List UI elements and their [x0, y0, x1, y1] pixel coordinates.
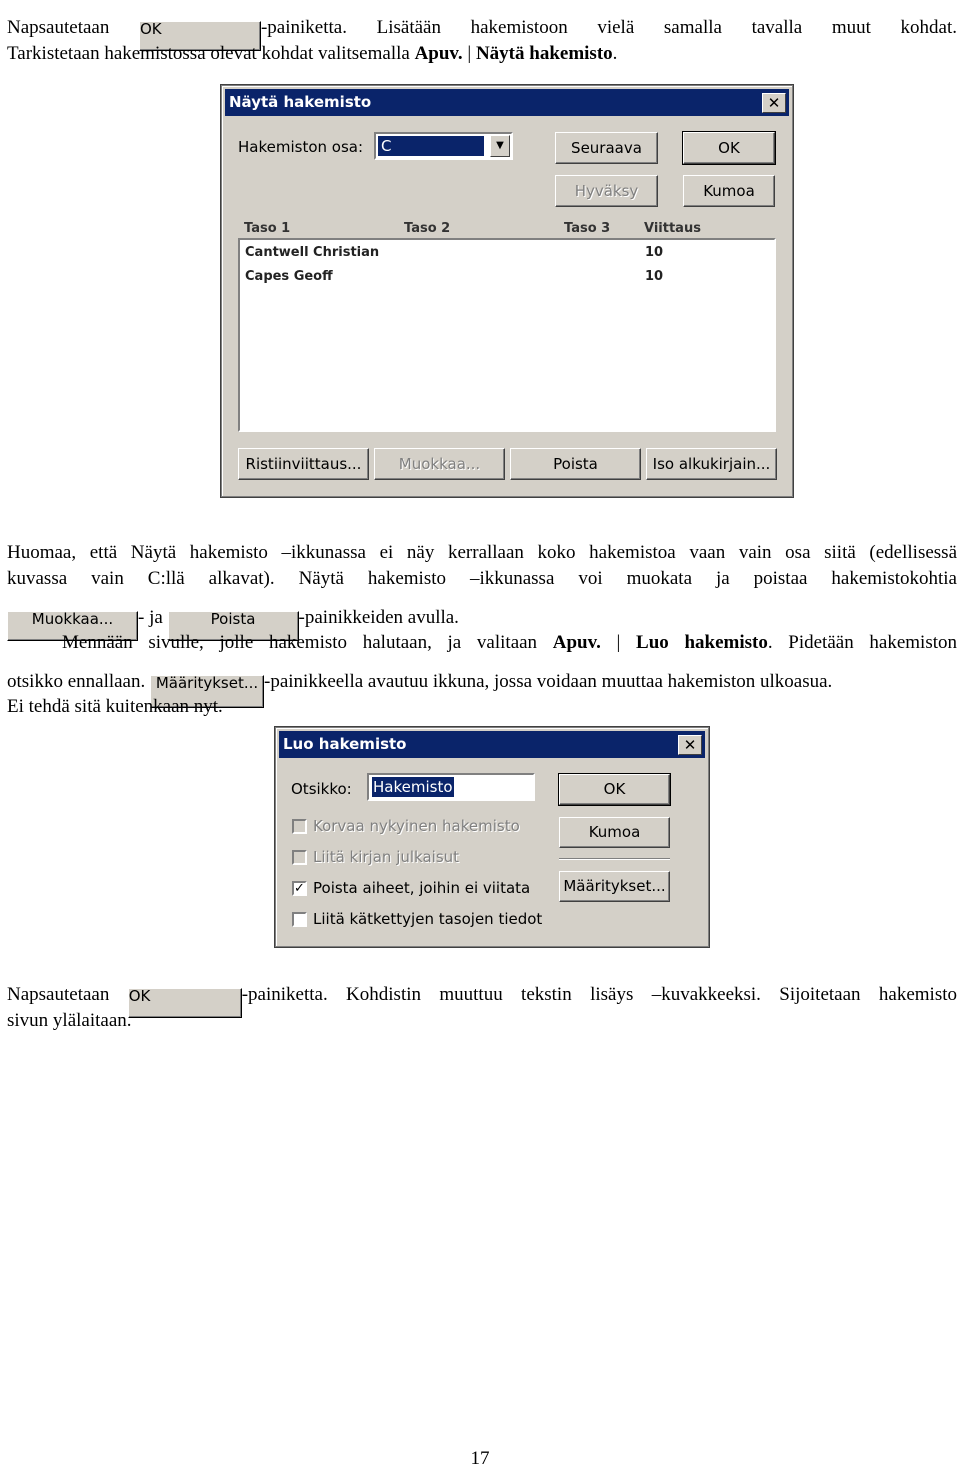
- edit-button[interactable]: Muokkaa...: [374, 448, 505, 480]
- option-label: Korvaa nykyinen hakemisto: [313, 817, 520, 835]
- row-viittaus: 10: [645, 269, 664, 284]
- section-combobox[interactable]: [374, 132, 513, 160]
- menu-apuv: Apuv.: [414, 43, 463, 64]
- text: Napsautetaan: [7, 17, 110, 38]
- page-number: 17: [470, 1448, 490, 1469]
- capitalize-button[interactable]: Iso alkukirjain...: [646, 448, 777, 480]
- close-icon[interactable]: ✕: [762, 93, 786, 113]
- dialog-luo-hakemisto: [275, 727, 709, 947]
- text: -painiketta. Kohdistin muuttuu tekstin lisäys –kuvakkeeksi. Sijoitetaan hakemisto: [241, 984, 957, 1005]
- index-list[interactable]: [238, 238, 776, 432]
- inline-delete-label: Poista: [210, 610, 256, 628]
- dialog-title: Näytä hakemisto: [229, 93, 372, 111]
- menu-luo-hakemisto: Luo hakemisto: [636, 632, 768, 653]
- menu-separator: |: [462, 43, 476, 64]
- ok-button[interactable]: OK: [683, 132, 775, 164]
- column-header-taso2: Taso 2: [404, 221, 451, 236]
- section-value: C: [378, 136, 484, 156]
- column-header-taso1: Taso 1: [244, 221, 291, 236]
- row-taso1: Cantwell Christian: [245, 245, 380, 260]
- check-icon[interactable]: ✓: [292, 881, 307, 896]
- title-label: Otsikko:: [291, 780, 352, 798]
- checkbox[interactable]: [292, 819, 307, 834]
- title-input-value: Hakemisto: [373, 778, 453, 796]
- dialog-titlebar: [279, 731, 705, 758]
- divider: [559, 858, 670, 860]
- dialog-nayta-hakemisto: [221, 85, 793, 497]
- column-header-viittaus: Viittaus: [644, 221, 701, 236]
- inline-edit-label: Muokkaa...: [31, 610, 114, 628]
- accept-button[interactable]: Hyväksy: [555, 175, 658, 207]
- inline-ok-label: OK: [128, 987, 151, 1005]
- row-taso1: Capes Geoff: [245, 269, 333, 284]
- text: Napsautetaan: [7, 984, 110, 1005]
- text: -painikkeella avautuu ikkuna, jossa voidaan muuttaa hakemiston ulkoasua.: [264, 671, 833, 692]
- text: Mennään sivulle, jolle hakemisto halutaan, ja valitaan: [62, 632, 538, 653]
- row-viittaus: 10: [645, 245, 664, 260]
- section-label: Hakemiston osa:: [238, 138, 364, 156]
- text: . Pidetään hakemiston: [767, 632, 957, 653]
- cancel-button[interactable]: Kumoa: [683, 175, 775, 207]
- menu-separator: |: [600, 632, 637, 653]
- paragraph-4-line-2: [7, 1009, 957, 1033]
- menu-apuv: Apuv.: [552, 632, 601, 653]
- text: Tarkistetaan hakemistossa olevat kohdat valitsemalla: [7, 43, 410, 64]
- text: otsikko ennallaan.: [7, 671, 146, 692]
- inline-settings-label: Määritykset...: [155, 674, 259, 692]
- text: .: [612, 43, 618, 64]
- option-label: Liitä kirjan julkaisut: [313, 848, 460, 866]
- dialog-titlebar: [225, 89, 789, 116]
- close-icon[interactable]: ✕: [678, 735, 702, 755]
- paragraph-3-line-3: [7, 695, 957, 719]
- paragraph-2-line-1: [7, 541, 957, 565]
- dialog-title: Luo hakemisto: [283, 735, 407, 753]
- paragraph-3-line-1: [62, 631, 957, 655]
- crossref-button[interactable]: Ristiinviittaus...: [238, 448, 369, 480]
- text: kuvassa vain C:llä alkavat). Näytä hakemisto –ikkunassa voi muokata ja poistaa hakemistokohtia: [7, 568, 957, 589]
- paragraph-1-line-2: [7, 42, 957, 66]
- paragraph-2-line-2: [7, 567, 957, 591]
- checkbox[interactable]: [292, 912, 307, 927]
- cancel-button[interactable]: Kumoa: [559, 817, 670, 848]
- chevron-down-icon[interactable]: ▼: [490, 135, 510, 157]
- text: sivun ylälaitaan.: [7, 1010, 132, 1031]
- text: - ja: [138, 607, 163, 628]
- title-input[interactable]: [367, 773, 535, 801]
- column-header-taso3: Taso 3: [564, 221, 611, 236]
- text: -painiketta. Lisätään hakemistoon vielä samalla tavalla muut kohdat.: [260, 17, 957, 38]
- text: -painikkeiden avulla.: [298, 607, 459, 628]
- menu-nayta-hakemisto: Näytä hakemisto: [475, 43, 613, 64]
- option-label: Liitä kätkettyjen tasojen tiedot: [313, 910, 543, 928]
- delete-button[interactable]: Poista: [510, 448, 641, 480]
- inline-ok-label: OK: [139, 20, 162, 38]
- next-button[interactable]: Seuraava: [555, 132, 658, 164]
- option-label: Poista aiheet, joihin ei viitata: [313, 879, 531, 897]
- text: Huomaa, että Näytä hakemisto –ikkunassa ei näy kerrallaan koko hakemistoa vaan vain osa siitä (edellisessä: [7, 542, 957, 563]
- text: Ei tehdä sitä kuitenkaan nyt.: [7, 696, 223, 717]
- ok-button[interactable]: OK: [559, 774, 670, 805]
- settings-button[interactable]: Määritykset...: [559, 871, 670, 902]
- checkbox[interactable]: [292, 850, 307, 865]
